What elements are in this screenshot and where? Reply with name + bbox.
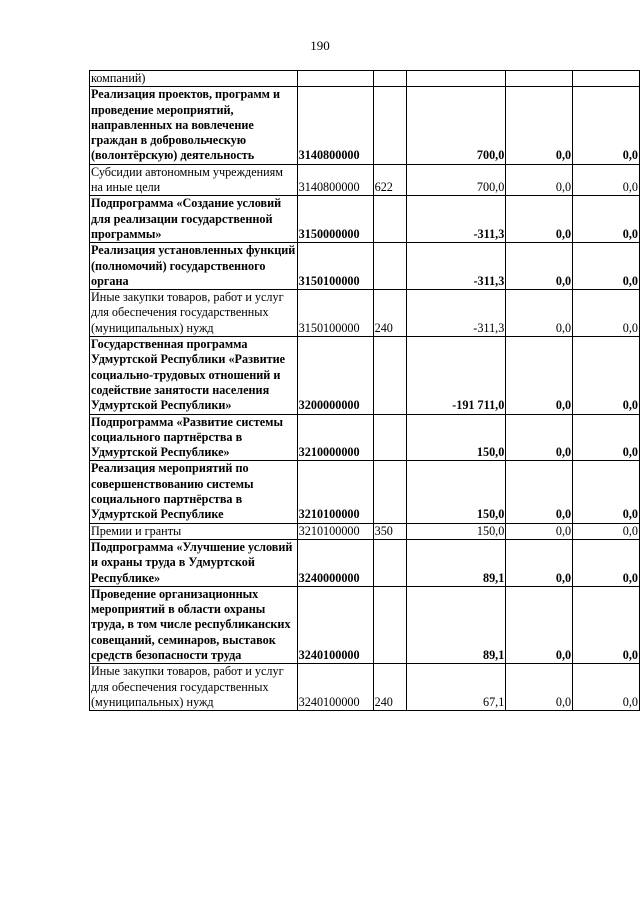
row-expense-type-cell xyxy=(373,196,406,243)
row-amount-next-year-cell: 0,0 xyxy=(506,539,573,586)
row-name-cell: Субсидии автономным учреждениям на иные цели xyxy=(90,164,298,196)
row-name-cell: Иные закупки товаров, работ и услуг для обеспечения государственных (муниципальных) нужд xyxy=(90,290,298,337)
row-name-cell: Премии и гранты xyxy=(90,523,298,539)
table-row xyxy=(90,87,640,164)
row-amount-plan-year-cell: 0,0 xyxy=(573,196,640,243)
row-code-cell: 3200000000 xyxy=(297,337,373,414)
row-expense-type-cell: 622 xyxy=(373,164,406,196)
row-expense-type-cell: 240 xyxy=(373,290,406,337)
row-code-cell: 3210000000 xyxy=(297,414,373,461)
table-row xyxy=(90,586,640,663)
row-amount-cell: -311,3 xyxy=(406,243,506,290)
row-amount-next-year-cell xyxy=(506,71,573,87)
row-name-cell: Реализация мероприятий по совершенствованию системы социального партнёрства в Удмуртской Республике xyxy=(90,461,298,523)
row-amount-next-year-cell: 0,0 xyxy=(506,414,573,461)
row-name-cell: Подпрограмма «Развитие системы социального партнёрства в Удмуртской Республике» xyxy=(90,414,298,461)
table-row xyxy=(90,539,640,586)
page-number: 190 xyxy=(310,38,330,53)
row-amount-plan-year-cell: 0,0 xyxy=(573,243,640,290)
row-amount-next-year-cell: 0,0 xyxy=(506,87,573,164)
row-code-cell xyxy=(297,71,373,87)
table-row xyxy=(90,461,640,523)
row-code-cell: 3140800000 xyxy=(297,87,373,164)
row-expense-type-cell: 240 xyxy=(373,664,406,711)
row-expense-type-cell xyxy=(373,337,406,414)
row-amount-plan-year-cell xyxy=(573,71,640,87)
row-amount-plan-year-cell: 0,0 xyxy=(573,664,640,711)
row-code-cell: 3140800000 xyxy=(297,164,373,196)
row-amount-plan-year-cell: 0,0 xyxy=(573,586,640,663)
row-amount-next-year-cell: 0,0 xyxy=(506,523,573,539)
row-amount-cell: 700,0 xyxy=(406,164,506,196)
row-code-cell: 3240100000 xyxy=(297,664,373,711)
row-amount-plan-year-cell: 0,0 xyxy=(573,337,640,414)
row-code-cell: 3210100000 xyxy=(297,523,373,539)
row-expense-type-cell xyxy=(373,586,406,663)
budget-table-body xyxy=(90,71,640,711)
row-name-cell: Подпрограмма «Создание условий для реализации государственной программы» xyxy=(90,196,298,243)
row-amount-next-year-cell: 0,0 xyxy=(506,461,573,523)
row-amount-cell: 67,1 xyxy=(406,664,506,711)
row-expense-type-cell xyxy=(373,71,406,87)
row-code-cell: 3150000000 xyxy=(297,196,373,243)
table-row xyxy=(90,523,640,539)
row-expense-type-cell xyxy=(373,414,406,461)
row-name-cell: Реализация установленных функций (полномочий) государственного органа xyxy=(91,243,296,288)
row-amount-next-year-cell: 0,0 xyxy=(506,243,573,290)
row-amount-next-year-cell: 0,0 xyxy=(506,337,573,414)
row-amount-plan-year-cell: 0,0 xyxy=(573,414,640,461)
row-amount-cell: -311,3 xyxy=(406,290,506,337)
row-amount-next-year-cell: 0,0 xyxy=(506,164,573,196)
row-expense-type-cell: 350 xyxy=(373,523,406,539)
row-code-cell: 3150100000 xyxy=(297,290,373,337)
row-amount-cell: 89,1 xyxy=(406,539,506,586)
row-code-cell: 3240100000 xyxy=(297,586,373,663)
row-amount-cell: 89,1 xyxy=(406,586,506,663)
table-row xyxy=(90,414,640,461)
row-name-cell: Подпрограмма «Улучшение условий и охраны труда в Удмуртской Республике» xyxy=(90,539,298,586)
table-row xyxy=(90,164,640,196)
row-name-cell: Реализация проектов, программ и проведение мероприятий, направленных на вовлечение граждан в добровольческую (волонтёрскую) деятельность xyxy=(90,87,298,164)
row-amount-plan-year-cell: 0,0 xyxy=(573,164,640,196)
row-name-cell: Государственная программа Удмуртской Республики «Развитие социально-трудовых отношений и содействие занятости населения Удмуртской Республики» xyxy=(90,337,298,414)
row-expense-type-cell xyxy=(373,539,406,586)
table-row xyxy=(90,337,640,414)
row-code-cell: 3240000000 xyxy=(297,539,373,586)
table-row xyxy=(90,664,640,711)
table-row xyxy=(90,196,640,243)
row-amount-plan-year-cell: 0,0 xyxy=(573,539,640,586)
row-name-cell: Проведение организационных мероприятий в области охраны труда, в том числе республиканских совещаний, семинаров, выставок средств безопасности труда xyxy=(90,586,298,663)
table-row xyxy=(90,243,640,290)
row-expense-type-cell xyxy=(373,243,406,290)
row-amount-cell: 700,0 xyxy=(406,87,506,164)
row-name-cell: Иные закупки товаров, работ и услуг для обеспечения государственных (муниципальных) нужд xyxy=(90,664,298,711)
row-amount-plan-year-cell: 0,0 xyxy=(573,461,640,523)
row-amount-cell: -191 711,0 xyxy=(406,337,506,414)
row-amount-cell: 150,0 xyxy=(406,414,506,461)
row-amount-cell: -311,3 xyxy=(406,196,506,243)
row-amount-next-year-cell: 0,0 xyxy=(506,586,573,663)
table-row xyxy=(90,71,640,87)
row-amount-cell xyxy=(406,71,506,87)
row-expense-type-cell xyxy=(373,87,406,164)
budget-table xyxy=(89,70,640,711)
row-expense-type-cell xyxy=(373,461,406,523)
row-amount-cell: 150,0 xyxy=(406,523,506,539)
row-amount-plan-year-cell: 0,0 xyxy=(573,523,640,539)
row-amount-next-year-cell: 0,0 xyxy=(506,664,573,711)
row-code-cell: 3150100000 xyxy=(297,243,373,290)
row-code-cell: 3210100000 xyxy=(297,461,373,523)
row-amount-cell: 150,0 xyxy=(406,461,506,523)
row-name-cell: компаний) xyxy=(90,71,298,87)
row-amount-plan-year-cell: 0,0 xyxy=(573,290,640,337)
row-amount-next-year-cell: 0,0 xyxy=(506,290,573,337)
table-row xyxy=(90,290,640,337)
row-amount-next-year-cell: 0,0 xyxy=(506,196,573,243)
row-amount-plan-year-cell: 0,0 xyxy=(573,87,640,164)
